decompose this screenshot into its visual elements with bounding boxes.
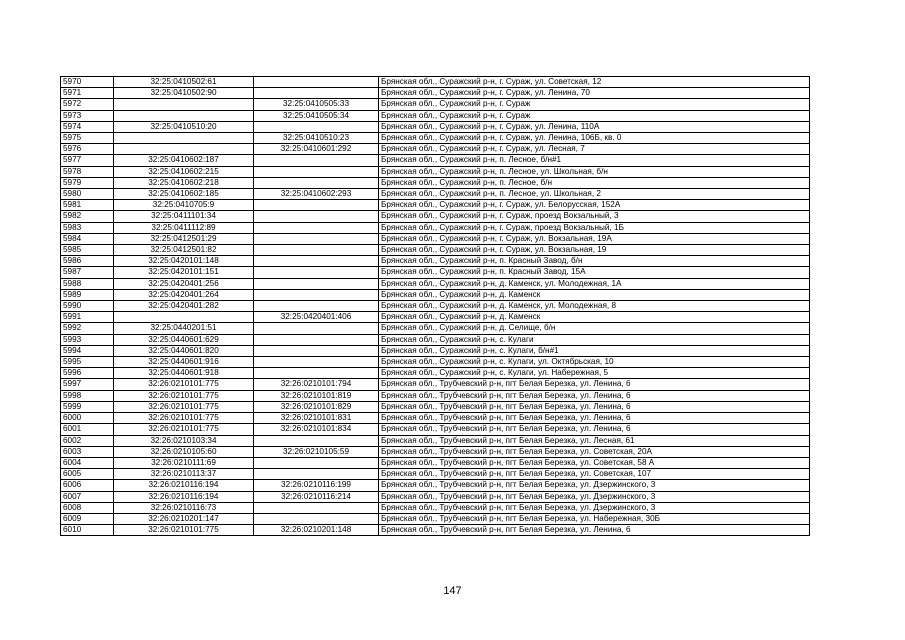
table-row (61, 513, 810, 524)
row-number-cell: 5985 (61, 245, 114, 256)
table-row (61, 457, 810, 468)
linked-cadastral-number-cell (254, 278, 379, 289)
table-row (61, 121, 810, 132)
linked-cadastral-number-cell (254, 323, 379, 334)
cadastral-number-cell: 32:26:0210201:147 (114, 513, 254, 524)
cadastral-number-cell: 32:26:0210116:194 (114, 480, 254, 491)
address-cell: Брянская обл., Суражский р-н, г. Сураж, ул. Вокзальная, 19 (379, 245, 810, 256)
address-cell: Брянская обл., Суражский р-н, с. Кулаги (379, 334, 810, 345)
linked-cadastral-number-cell (254, 166, 379, 177)
row-number-cell: 5991 (61, 312, 114, 323)
row-number-cell: 5996 (61, 368, 114, 379)
cadastral-number-cell: 32:26:0210116:194 (114, 491, 254, 502)
row-number-cell: 5997 (61, 379, 114, 390)
linked-cadastral-number-cell: 32:25:0420401:406 (254, 312, 379, 323)
address-cell: Брянская обл., Трубчевский р-н, пгт Белая Березка, ул. Ленина, 6 (379, 413, 810, 424)
table-row (61, 502, 810, 513)
row-number-cell: 5995 (61, 357, 114, 368)
row-number-cell: 6008 (61, 502, 114, 513)
linked-cadastral-number-cell: 32:26:0210116:214 (254, 491, 379, 502)
cadastral-number-cell: 32:25:0410602:187 (114, 155, 254, 166)
address-cell: Брянская обл., Трубчевский р-н, пгт Белая Березка, ул. Дзержинского, 3 (379, 480, 810, 491)
row-number-cell: 5989 (61, 289, 114, 300)
row-number-cell: 5970 (61, 77, 114, 88)
address-cell: Брянская обл., Суражский р-н, г. Сураж, ул. Лесная, 7 (379, 144, 810, 155)
cadastral-number-cell: 32:25:0411101:34 (114, 211, 254, 222)
linked-cadastral-number-cell (254, 357, 379, 368)
cadastral-number-cell: 32:26:0210101:775 (114, 379, 254, 390)
cadastral-number-cell: 32:26:0210111:69 (114, 457, 254, 468)
cadastral-number-cell: 32:25:0420401:282 (114, 301, 254, 312)
cadastral-number-cell: 32:25:0440601:916 (114, 357, 254, 368)
cadastral-number-cell: 32:25:0410502:61 (114, 77, 254, 88)
row-number-cell: 5984 (61, 233, 114, 244)
cadastral-number-cell: 32:26:0210101:775 (114, 390, 254, 401)
table-row (61, 200, 810, 211)
cadastral-number-cell: 32:25:0410602:215 (114, 166, 254, 177)
table-row (61, 144, 810, 155)
linked-cadastral-number-cell (254, 77, 379, 88)
table-row (61, 435, 810, 446)
cadastral-number-cell: 32:26:0210116:73 (114, 502, 254, 513)
linked-cadastral-number-cell (254, 88, 379, 99)
address-cell: Брянская обл., Суражский р-н, г. Сураж, ул. Ленина, 110А (379, 121, 810, 132)
row-number-cell: 5999 (61, 401, 114, 412)
row-number-cell: 5972 (61, 99, 114, 110)
row-number-cell: 5988 (61, 278, 114, 289)
row-number-cell: 6005 (61, 469, 114, 480)
cadastral-number-cell: 32:25:0420401:264 (114, 289, 254, 300)
cadastral-number-cell: 32:25:0440601:629 (114, 334, 254, 345)
cadastral-number-cell: 32:25:0410602:185 (114, 189, 254, 200)
cadastral-number-cell: 32:25:0440601:820 (114, 345, 254, 356)
row-number-cell: 5986 (61, 256, 114, 267)
address-cell: Брянская обл., Трубчевский р-н, пгт Белая Березка, ул. Советская, 58 А (379, 457, 810, 468)
address-cell: Брянская обл., Суражский р-н, г. Сураж (379, 110, 810, 121)
linked-cadastral-number-cell (254, 469, 379, 480)
table-row (61, 222, 810, 233)
cadastral-number-cell: 32:26:0210113:37 (114, 469, 254, 480)
table-row (61, 401, 810, 412)
linked-cadastral-number-cell: 32:25:0410510:23 (254, 133, 379, 144)
linked-cadastral-number-cell: 32:25:0410601:292 (254, 144, 379, 155)
linked-cadastral-number-cell (254, 200, 379, 211)
address-cell: Брянская обл., Суражский р-н, г. Сураж (379, 99, 810, 110)
row-number-cell: 5993 (61, 334, 114, 345)
address-cell: Брянская обл., Трубчевский р-н, пгт Белая Березка, ул. Дзержинского, 3 (379, 502, 810, 513)
address-cell: Брянская обл., Трубчевский р-н, пгт Белая Березка, ул. Ленина, 6 (379, 379, 810, 390)
row-number-cell: 6002 (61, 435, 114, 446)
linked-cadastral-number-cell: 32:26:0210101:819 (254, 390, 379, 401)
address-cell: Брянская обл., Суражский р-н, п. Красный Завод, 15А (379, 267, 810, 278)
row-number-cell: 5990 (61, 301, 114, 312)
linked-cadastral-number-cell (254, 211, 379, 222)
address-cell: Брянская обл., Суражский р-н, с. Кулаги, б/н#1 (379, 345, 810, 356)
address-cell: Брянская обл., Суражский р-н, п. Лесное, б/н (379, 177, 810, 188)
table-row (61, 77, 810, 88)
row-number-cell: 5994 (61, 345, 114, 356)
cadastral-number-cell: 32:25:0411112:89 (114, 222, 254, 233)
row-number-cell: 5987 (61, 267, 114, 278)
address-cell: Брянская обл., Суражский р-н, д. Каменск (379, 312, 810, 323)
cadastral-number-cell: 32:26:0210103:34 (114, 435, 254, 446)
cadastral-number-cell: 32:25:0412501:29 (114, 233, 254, 244)
address-cell: Брянская обл., Трубчевский р-н, пгт Белая Березка, ул. Набережная, 30Б (379, 513, 810, 524)
table-row (61, 446, 810, 457)
address-cell: Брянская обл., Суражский р-н, п. Лесное, ул. Школьная, б/н (379, 166, 810, 177)
row-number-cell: 5971 (61, 88, 114, 99)
linked-cadastral-number-cell: 32:26:0210116:199 (254, 480, 379, 491)
table-row (61, 211, 810, 222)
row-number-cell: 5981 (61, 200, 114, 211)
table-row (61, 289, 810, 300)
row-number-cell: 5974 (61, 121, 114, 132)
registry-table-body (61, 77, 810, 536)
row-number-cell: 5978 (61, 166, 114, 177)
table-row (61, 110, 810, 121)
linked-cadastral-number-cell (254, 334, 379, 345)
table-row (61, 245, 810, 256)
address-cell: Брянская обл., Трубчевский р-н, пгт Белая Березка, ул. Ленина, 6 (379, 401, 810, 412)
address-cell: Брянская обл., Суражский р-н, с. Кулаги, ул. Октябрьская, 10 (379, 357, 810, 368)
linked-cadastral-number-cell: 32:25:0410505:34 (254, 110, 379, 121)
address-cell: Брянская обл., Трубчевский р-н, пгт Белая Березка, ул. Ленина, 6 (379, 390, 810, 401)
cadastral-number-cell: 32:25:0410510:20 (114, 121, 254, 132)
row-number-cell: 5982 (61, 211, 114, 222)
linked-cadastral-number-cell (254, 222, 379, 233)
table-row (61, 368, 810, 379)
table-row (61, 155, 810, 166)
cadastral-number-cell: 32:26:0210101:775 (114, 401, 254, 412)
linked-cadastral-number-cell: 32:26:0210101:831 (254, 413, 379, 424)
linked-cadastral-number-cell (254, 513, 379, 524)
table-row (61, 189, 810, 200)
table-row (61, 379, 810, 390)
address-cell: Брянская обл., Суражский р-н, д. Каменск, ул. Молодежная, 1А (379, 278, 810, 289)
row-number-cell: 6001 (61, 424, 114, 435)
linked-cadastral-number-cell (254, 289, 379, 300)
table-row (61, 390, 810, 401)
row-number-cell: 5975 (61, 133, 114, 144)
row-number-cell: 5980 (61, 189, 114, 200)
cadastral-number-cell (114, 144, 254, 155)
row-number-cell: 5977 (61, 155, 114, 166)
table-row (61, 233, 810, 244)
row-number-cell: 6007 (61, 491, 114, 502)
address-cell: Брянская обл., Трубчевский р-н, пгт Белая Березка, ул. Ленина, 6 (379, 525, 810, 536)
row-number-cell: 6004 (61, 457, 114, 468)
linked-cadastral-number-cell (254, 502, 379, 513)
address-cell: Брянская обл., Суражский р-н, с. Кулаги, ул. Набережная, 5 (379, 368, 810, 379)
cadastral-number-cell (114, 133, 254, 144)
cadastral-number-cell (114, 99, 254, 110)
address-cell: Брянская обл., Суражский р-н, д. Каменск, ул. Молодежная, 8 (379, 301, 810, 312)
table-row (61, 525, 810, 536)
address-cell: Брянская обл., Суражский р-н, г. Сураж, проезд Вокзальный, 1Б (379, 222, 810, 233)
linked-cadastral-number-cell (254, 233, 379, 244)
table-row (61, 99, 810, 110)
linked-cadastral-number-cell (254, 121, 379, 132)
table-row (61, 256, 810, 267)
table-row (61, 177, 810, 188)
table-row (61, 88, 810, 99)
address-cell: Брянская обл., Суражский р-н, д. Каменск (379, 289, 810, 300)
table-row (61, 424, 810, 435)
linked-cadastral-number-cell (254, 301, 379, 312)
cadastral-number-cell: 32:26:0210101:775 (114, 424, 254, 435)
row-number-cell: 6009 (61, 513, 114, 524)
address-cell: Брянская обл., Трубчевский р-н, пгт Белая Березка, ул. Советская, 20А (379, 446, 810, 457)
linked-cadastral-number-cell (254, 155, 379, 166)
linked-cadastral-number-cell (254, 245, 379, 256)
row-number-cell: 6003 (61, 446, 114, 457)
cadastral-number-cell: 32:26:0210105:60 (114, 446, 254, 457)
table-row (61, 278, 810, 289)
table-row (61, 267, 810, 278)
address-cell: Брянская обл., Трубчевский р-н, пгт Белая Березка, ул. Ленина, 6 (379, 424, 810, 435)
linked-cadastral-number-cell (254, 368, 379, 379)
cadastral-number-cell (114, 110, 254, 121)
linked-cadastral-number-cell: 32:26:0210105:59 (254, 446, 379, 457)
row-number-cell: 6000 (61, 413, 114, 424)
linked-cadastral-number-cell: 32:26:0210101:834 (254, 424, 379, 435)
linked-cadastral-number-cell: 32:26:0210101:794 (254, 379, 379, 390)
address-cell: Брянская обл., Суражский р-н, г. Сураж, ул. Белорусская, 152А (379, 200, 810, 211)
address-cell: Брянская обл., Суражский р-н, г. Сураж, проезд Вокзальный, 3 (379, 211, 810, 222)
address-cell: Брянская обл., Трубчевский р-н, пгт Белая Березка, ул. Лесная, 61 (379, 435, 810, 446)
linked-cadastral-number-cell (254, 435, 379, 446)
table-row (61, 469, 810, 480)
cadastral-number-cell: 32:25:0410502:90 (114, 88, 254, 99)
linked-cadastral-number-cell (254, 345, 379, 356)
linked-cadastral-number-cell (254, 177, 379, 188)
table-row (61, 345, 810, 356)
table-row (61, 301, 810, 312)
cadastral-number-cell: 32:25:0440201:51 (114, 323, 254, 334)
linked-cadastral-number-cell (254, 457, 379, 468)
row-number-cell: 5983 (61, 222, 114, 233)
cadastral-number-cell (114, 312, 254, 323)
cadastral-number-cell: 32:25:0410705:9 (114, 200, 254, 211)
address-cell: Брянская обл., Суражский р-н, п. Лесное, ул. Школьная, 2 (379, 189, 810, 200)
table-row (61, 480, 810, 491)
table-row (61, 491, 810, 502)
cadastral-number-cell: 32:25:0420101:148 (114, 256, 254, 267)
table-row (61, 166, 810, 177)
address-cell: Брянская обл., Суражский р-н, г. Сураж, ул. Советская, 12 (379, 77, 810, 88)
address-cell: Брянская обл., Суражский р-н, г. Сураж, ул. Ленина, 70 (379, 88, 810, 99)
row-number-cell: 6006 (61, 480, 114, 491)
row-number-cell: 5979 (61, 177, 114, 188)
address-cell: Брянская обл., Трубчевский р-н, пгт Белая Березка, ул. Дзержинского, 3 (379, 491, 810, 502)
address-cell: Брянская обл., Суражский р-н, д. Селище, б/н (379, 323, 810, 334)
table-row (61, 323, 810, 334)
table-row (61, 133, 810, 144)
address-cell: Брянская обл., Суражский р-н, п. Красный Завод, б/н (379, 256, 810, 267)
page-number: 147 (443, 585, 462, 597)
linked-cadastral-number-cell (254, 267, 379, 278)
cadastral-number-cell: 32:25:0420401:256 (114, 278, 254, 289)
cadastral-number-cell: 32:26:0210101:775 (114, 413, 254, 424)
table-row (61, 312, 810, 323)
table-row (61, 357, 810, 368)
cadastral-number-cell: 32:25:0412501:82 (114, 245, 254, 256)
row-number-cell: 5976 (61, 144, 114, 155)
cadastral-number-cell: 32:26:0210101:775 (114, 525, 254, 536)
row-number-cell: 6010 (61, 525, 114, 536)
row-number-cell: 5992 (61, 323, 114, 334)
address-cell: Брянская обл., Суражский р-н, п. Лесное, б/н#1 (379, 155, 810, 166)
linked-cadastral-number-cell: 32:26:0210201:148 (254, 525, 379, 536)
linked-cadastral-number-cell: 32:25:0410505:33 (254, 99, 379, 110)
address-cell: Брянская обл., Суражский р-н, г. Сураж, ул. Вокзальная, 19А (379, 233, 810, 244)
linked-cadastral-number-cell: 32:26:0210101:829 (254, 401, 379, 412)
linked-cadastral-number-cell (254, 256, 379, 267)
registry-table (60, 76, 810, 536)
address-cell: Брянская обл., Суражский р-н, г. Сураж, ул. Ленина, 106Б, кв. 0 (379, 133, 810, 144)
cadastral-number-cell: 32:25:0420101:151 (114, 267, 254, 278)
table-row (61, 334, 810, 345)
linked-cadastral-number-cell: 32:25:0410602:293 (254, 189, 379, 200)
table-row (61, 413, 810, 424)
cadastral-number-cell: 32:25:0440601:918 (114, 368, 254, 379)
address-cell: Брянская обл., Трубчевский р-н, пгт Белая Березка, ул. Советская, 107 (379, 469, 810, 480)
row-number-cell: 5973 (61, 110, 114, 121)
cadastral-number-cell: 32:25:0410602:218 (114, 177, 254, 188)
row-number-cell: 5998 (61, 390, 114, 401)
